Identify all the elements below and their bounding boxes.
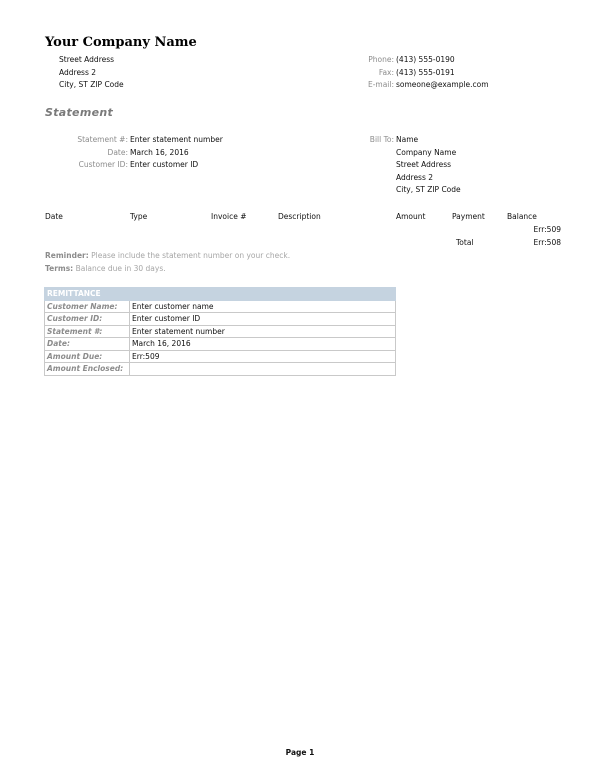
bill-to-company: Company Name [396, 147, 457, 157]
remittance-title: REMITTANCE [45, 288, 396, 301]
terms-label: Terms: [45, 264, 74, 273]
col-header-payment: Payment [452, 212, 485, 221]
col-header-description: Description [278, 212, 321, 221]
customer-id: Enter customer ID [130, 160, 199, 169]
remittance-row [45, 300, 396, 313]
col-header-type: Type [130, 212, 148, 221]
statement-title: Statement [45, 106, 114, 119]
remit-label-statement-number: Statement #: [45, 325, 130, 338]
remit-label-amount-due: Amount Due: [45, 350, 130, 363]
balance-value: Err:509 [533, 225, 561, 234]
bill-to-lines [396, 134, 461, 197]
statement-number-label: Statement #: [77, 135, 128, 144]
statement-date: March 16, 2016 [130, 147, 189, 157]
col-header-amount: Amount [396, 212, 426, 221]
bill-to-name: Name [396, 135, 419, 144]
remittance-row [45, 313, 396, 326]
reminder-note [45, 250, 290, 263]
email-label: E-mail: [367, 80, 394, 89]
statement-labels [60, 134, 128, 172]
remit-value-customer-name: Enter customer name [130, 300, 396, 313]
statement-date-label: Date: [107, 147, 128, 157]
reminder-text: Please include the statement number on your check. [91, 251, 291, 260]
address-line: Street Address [59, 55, 115, 64]
remit-value-amount-due: Err:509 [130, 350, 396, 363]
remittance-row [45, 338, 396, 351]
company-address [59, 54, 124, 92]
bill-to-street: Street Address [396, 160, 452, 169]
statement-number: Enter statement number [130, 135, 223, 144]
col-header-date: Date [45, 212, 63, 221]
fax-value: (413) 555-0191 [396, 67, 455, 77]
remit-value-date: March 16, 2016 [130, 338, 396, 351]
terms-note [45, 263, 166, 276]
col-header-invoice: Invoice # [211, 212, 247, 221]
address-line: Address 2 [59, 67, 97, 77]
remittance-row [45, 363, 396, 376]
customer-id-label: Customer ID: [78, 160, 128, 169]
reminder-label: Reminder: [45, 251, 89, 260]
remit-label-amount-enclosed: Amount Enclosed: [45, 363, 130, 376]
remit-value-statement-number: Enter statement number [130, 325, 396, 338]
bill-to-address2: Address 2 [396, 172, 434, 182]
total-label: Total [456, 238, 474, 247]
remit-value-customer-id: Enter customer ID [130, 313, 396, 326]
email-value: someone@example.com [396, 80, 489, 89]
statement-values [130, 134, 223, 172]
address-line: City, ST ZIP Code [59, 80, 124, 89]
fax-label: Fax: [378, 67, 394, 77]
total-value: Err:508 [533, 238, 561, 247]
contact-labels [330, 54, 394, 92]
remittance-row [45, 325, 396, 338]
company-name: Your Company Name [45, 35, 197, 50]
page-number: Page 1 [285, 748, 315, 757]
remit-label-customer-name: Customer Name: [45, 300, 130, 313]
contact-values [396, 54, 489, 92]
remittance-row [45, 350, 396, 363]
remittance-table [44, 287, 396, 376]
phone-label: Phone: [368, 55, 394, 64]
bill-to-label: Bill To: [369, 135, 394, 144]
col-header-balance: Balance [507, 212, 537, 221]
remit-label-customer-id: Customer ID: [45, 313, 130, 326]
remittance-header [45, 288, 396, 301]
terms-text: Balance due in 30 days. [75, 264, 166, 273]
remit-value-amount-enclosed [130, 363, 396, 376]
bill-to-city: City, ST ZIP Code [396, 185, 461, 194]
remit-label-date: Date: [45, 338, 130, 351]
phone-value: (413) 555-0190 [396, 55, 455, 64]
